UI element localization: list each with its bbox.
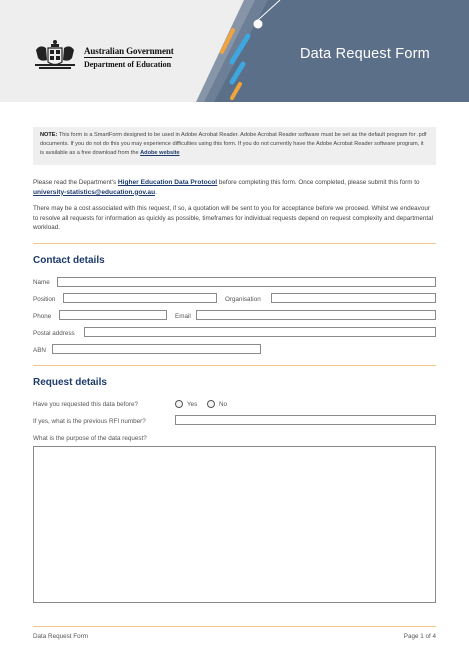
organisation-label: Organisation <box>225 296 261 303</box>
position-label: Position <box>33 296 56 303</box>
submit-email-link[interactable]: university-statistics@education.gov.au <box>33 188 156 196</box>
no-radio[interactable] <box>207 400 215 408</box>
page-header <box>0 0 469 102</box>
name-field[interactable] <box>57 277 436 287</box>
adobe-website-link[interactable]: Adobe website <box>140 150 180 156</box>
position-field[interactable] <box>63 293 217 303</box>
no-label: No <box>219 401 228 408</box>
intro-paragraph-1 <box>33 178 436 197</box>
intro-text-end: . <box>155 188 157 196</box>
abn-label: ABN <box>33 347 46 354</box>
data-protocol-link[interactable]: Higher Education Data Protocol <box>117 179 218 186</box>
postal-address-label: Postal address <box>33 330 75 337</box>
smartform-notice <box>33 127 436 165</box>
phone-label: Phone <box>33 313 52 320</box>
purpose-label: What is the purpose of the data request? <box>33 435 147 442</box>
intro-paragraph-2: There may be a cost associated with this request, if so, a quotation will be sent to you for acceptance before we proceed. Whilst we endeavour to resolve all requests for information as quickly as possible, timeframes for individual requests depend on request complexity and departmental workload. <box>33 205 434 232</box>
rfi-number-field[interactable] <box>175 415 436 425</box>
phone-field[interactable] <box>59 310 167 320</box>
government-divider <box>84 57 172 58</box>
notice-lead: NOTE: <box>40 132 58 138</box>
yes-label: Yes <box>187 401 198 408</box>
department-name: Department of Education <box>84 60 172 69</box>
footer-form-name: Data Request Form <box>33 633 88 640</box>
organisation-field[interactable] <box>271 293 436 303</box>
abn-field[interactable] <box>52 344 261 354</box>
rfi-number-label: If yes, what is the previous RFI number? <box>33 418 146 425</box>
form-title: Data Request Form <box>300 46 430 62</box>
requested-before-label: Have you requested this data before? <box>33 401 139 408</box>
section-divider <box>33 243 436 244</box>
name-label: Name <box>33 279 50 286</box>
intro-text-b: before completing this form. Once completed, please submit this form to <box>218 179 420 186</box>
postal-address-field[interactable] <box>84 327 436 337</box>
yes-radio[interactable] <box>175 400 183 408</box>
request-details-heading: Request details <box>33 377 107 388</box>
purpose-textarea[interactable] <box>33 446 436 603</box>
notice-text: This form is a SmartForm designed to be used in Adobe Acrobat Reader. Adobe Acrobat Reader software must be set as the default program for .pdf documents. If you do not do this you may experience difficulties using this form. If you do not currently have the Adobe Acrobat Reader software program, it is available as a free download from the <box>40 132 427 156</box>
coat-of-arms-icon <box>33 38 77 72</box>
email-label: Email <box>175 313 191 320</box>
section-divider <box>33 365 436 366</box>
contact-details-heading: Contact details <box>33 255 105 266</box>
footer-page-number: Page 1 of 4 <box>403 633 436 640</box>
email-field[interactable] <box>196 310 436 320</box>
government-name: Australian Government <box>84 46 174 56</box>
intro-text-a: Please read the Department's <box>33 179 117 186</box>
footer-divider <box>33 626 436 627</box>
